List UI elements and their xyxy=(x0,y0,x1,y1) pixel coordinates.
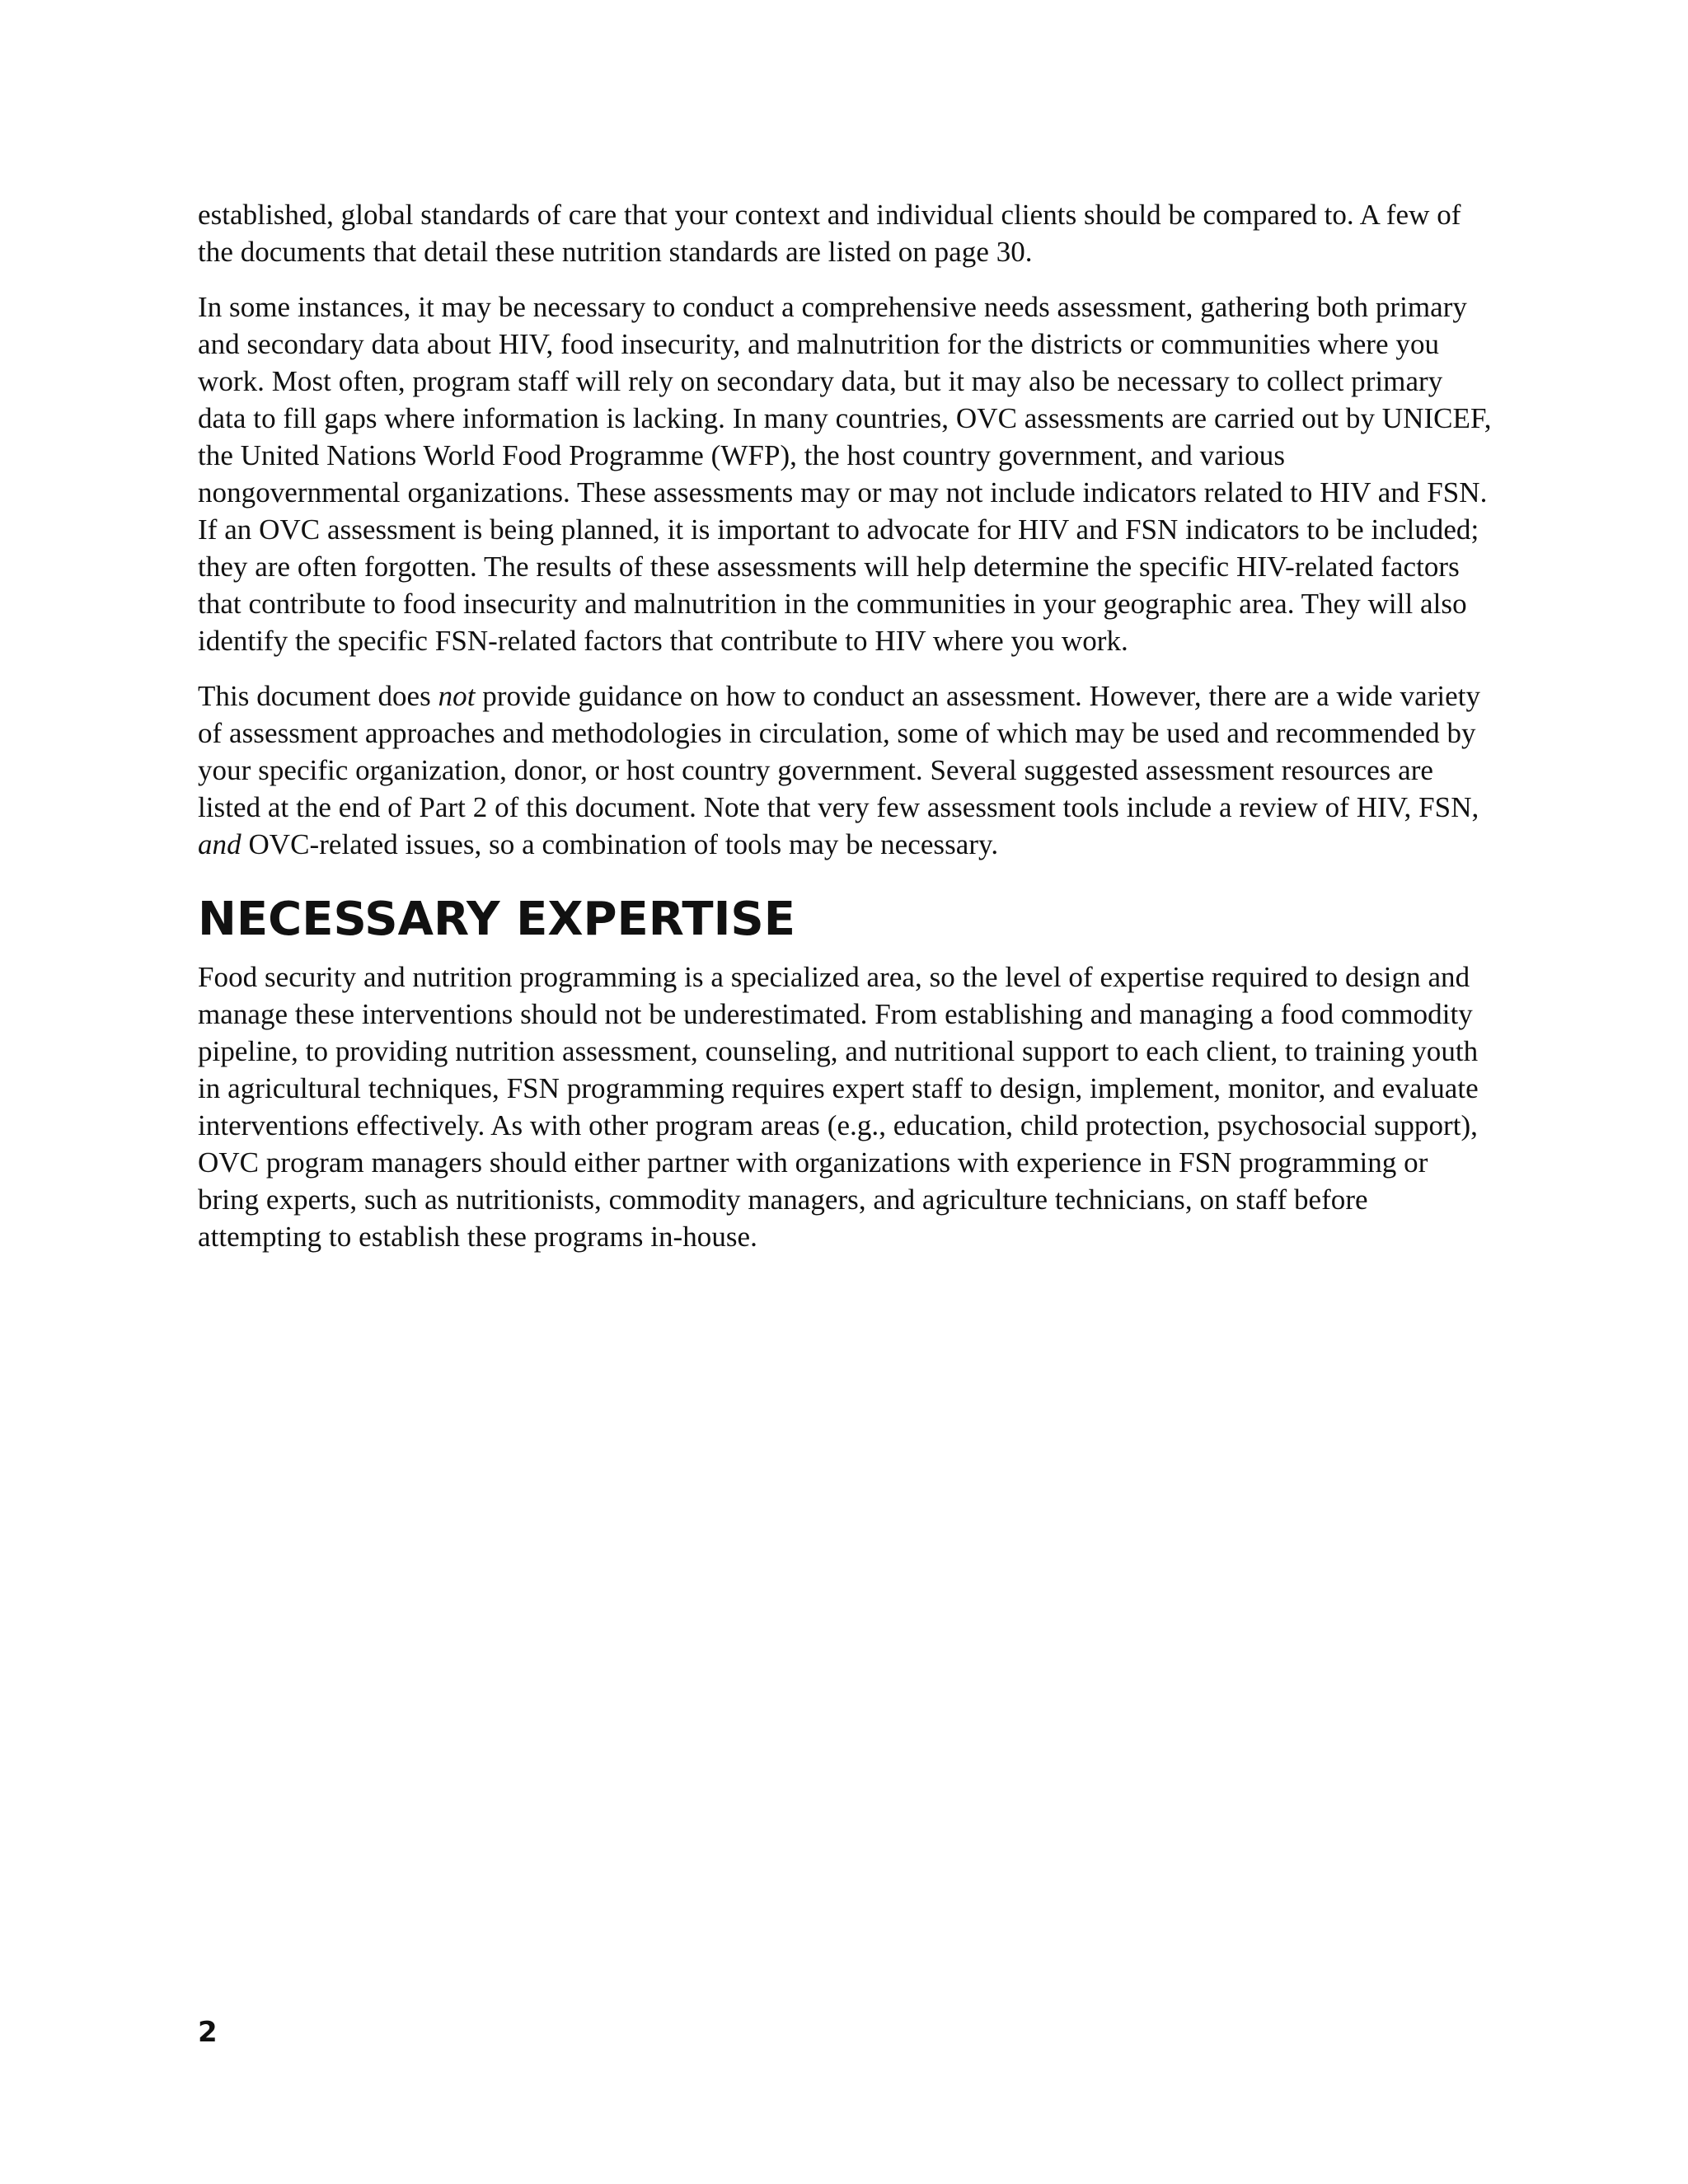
emphasis-and: and xyxy=(198,828,241,860)
assessment-text-part2: provide guidance on how to conduct an assessment. However, there are a wide variety of assessment approaches and methodologies in circulation, some of which may be used and recommended by your specific organization, donor, or host country government. Several suggested assessment resources are listed at the end of Part 2 of this document. Note that very few assessment tools include a review of HIV, FSN, xyxy=(198,680,1481,823)
assessment-text-part3: OVC-related issues, so a combination of tools may be necessary. xyxy=(241,828,999,860)
paragraph-standards: established, global standards of care that your context and individual clients should be compared to. A few of the documents that detail these nutrition standards are listed on page 30. xyxy=(198,199,1461,268)
section-heading-necessary-expertise: NECESSARY EXPERTISE xyxy=(198,893,796,946)
emphasis-not: not xyxy=(438,680,476,712)
page-content xyxy=(198,196,1492,1273)
paragraph-needs-assessment: In some instances, it may be necessary to conduct a comprehensive needs assessment, gathering both primary and secondary data about HIV, food insecurity, and malnutrition for the districts or communities where you work. Most often, program staff will rely on secondary data, but it may also be necessary to collect primary data to fill gaps where information is lacking. In many countries, OVC assessments are carried out by UNICEF, the United Nations World Food Programme (WFP), the host country government, and various nongovernmental organizations. These assessments may or may not include indicators related to HIV and FSN. If an OVC assessment is being planned, it is important to advocate for HIV and FSN indicators to be included; they are often forgotten. The results of these assessments will help determine the specific HIV-related factors that contribute to food insecurity and malnutrition in the communities in your geographic area. They will also identify the specific FSN-related factors that contribute to HIV where you work. xyxy=(198,291,1492,657)
paragraph-expertise: Food security and nutrition programming is a specialized area, so the level of expertise required to design and manage these interventions should not be underestimated. From establishing and managing a food commodity pipeline, to providing nutrition assessment, counseling, and nutritional support to each client, to training youth in agricultural techniques, FSN programming requires expert staff to design, implement, monitor, and evaluate interventions effectively. As with other program areas (e.g., education, child protection, psychosocial support), OVC program managers should either partner with organizations with experience in FSN programming or bring experts, such as nutritionists, commodity managers, and agriculture technicians, on staff before attempting to establish these programs in-house. xyxy=(198,961,1479,1253)
page-number: 2 xyxy=(198,2016,218,2049)
assessment-text-part1: This document does xyxy=(198,680,438,712)
paragraph-assessment-guidance xyxy=(198,677,1492,863)
